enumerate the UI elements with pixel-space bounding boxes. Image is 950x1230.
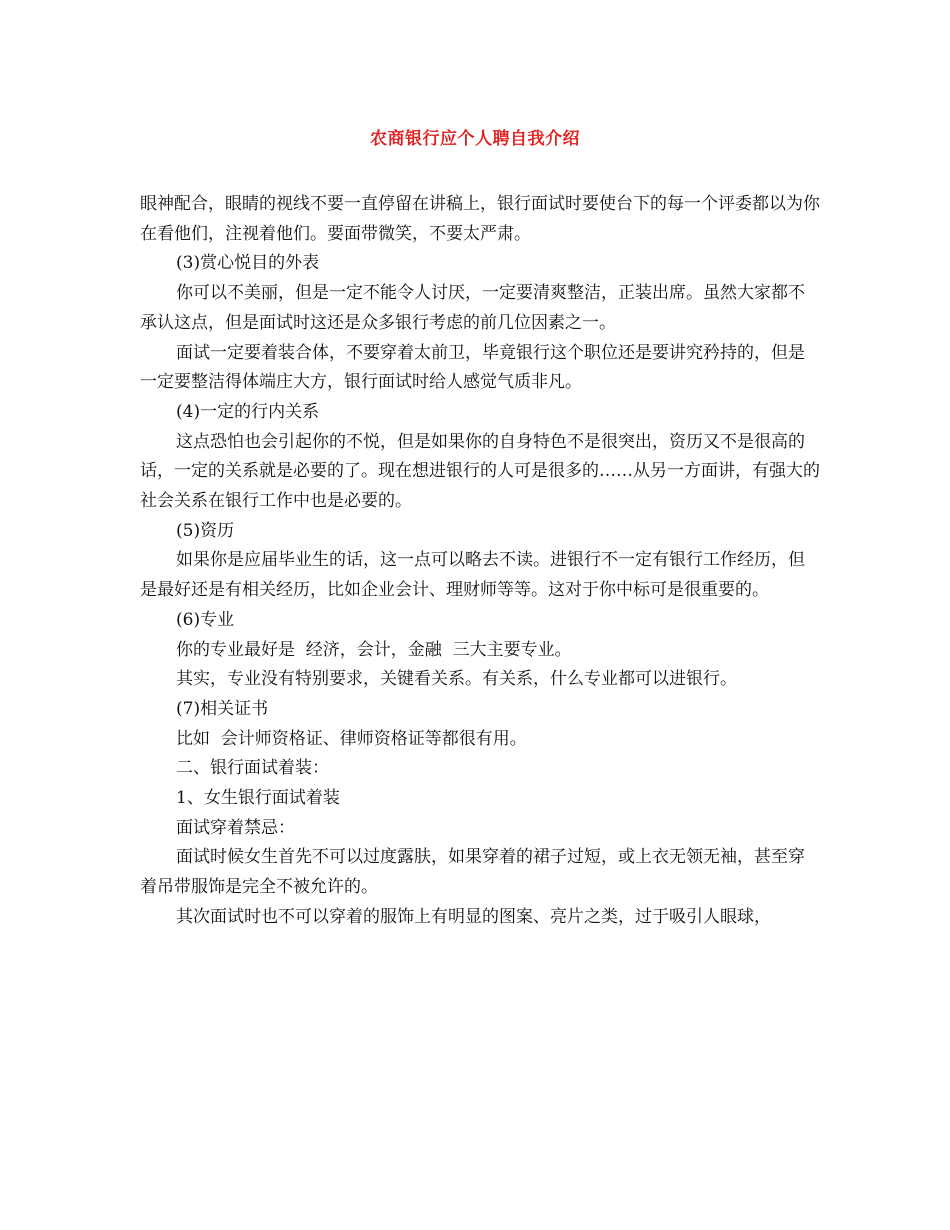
- paragraph: 1、女生银行面试着装: [176, 788, 340, 809]
- paragraph: 面试时候女生首先不可以过度露肤，如果穿着的裙子过短，或上衣无领无袖，甚至穿着吊带服饰是完全不被允许的。: [140, 847, 805, 898]
- paragraph: 如果你是应届毕业生的话，这一点可以略去不读。进银行不一定有银行工作经历，但是最好还是有相关经历，比如企业会计、理财师等等。这对于你中标可是很重要的。: [140, 550, 805, 601]
- paragraph: 你的专业最好是 经济，会计，金融 三大主要专业。: [176, 639, 572, 660]
- document-body: [140, 190, 820, 933]
- paragraph: 眼神配合，眼睛的视线不要一直停留在讲稿上，银行面试时要使台下的每一个评委都以为你在看他们，注视着他们。要面带微笑，不要太严肃。: [140, 194, 820, 244]
- paragraph: 其次面试时也不可以穿着的服饰上有明显的图案、亮片之类，过于吸引人眼球，: [176, 906, 771, 927]
- paragraph: (4)一定的行内关系: [176, 401, 320, 422]
- paragraph: 面试一定要着装合体，不要穿着太前卫，毕竟银行这个职位还是要讲究矜持的，但是一定要整洁得体端庄大方，银行面试时给人感觉气质非凡。: [140, 342, 805, 393]
- paragraph: 比如 会计师资格证、律师资格证等都很有用。: [176, 728, 527, 749]
- paragraph: (7)相关证书: [176, 698, 269, 719]
- paragraph: (5)资历: [176, 520, 235, 541]
- paragraph: 面试穿着禁忌：: [176, 817, 295, 838]
- paragraph: 你可以不美丽，但是一定不能令人讨厌，一定要清爽整洁，正装出席。虽然大家都不承认这点，但是面试时这还是众多银行考虑的前几位因素之一。: [140, 283, 805, 333]
- paragraph: 二、银行面试着装：: [176, 758, 329, 779]
- paragraph: (6)专业: [176, 609, 235, 630]
- document-title: 农商银行应个人聘自我介绍: [370, 129, 580, 149]
- paragraph: 其实，专业没有特别要求，关键看关系。有关系，什么专业都可以进银行。: [176, 669, 737, 690]
- paragraph: (3)赏心悦目的外表: [176, 253, 320, 274]
- paragraph: 这点恐怕也会引起你的不悦，但是如果你的自身特色不是很突出，资历又不是很高的话，一定的关系就是必要的了。现在想进银行的人可是很多的……从另一方面讲，有强大的社会关系在银行工作中也是必要的。: [140, 431, 820, 512]
